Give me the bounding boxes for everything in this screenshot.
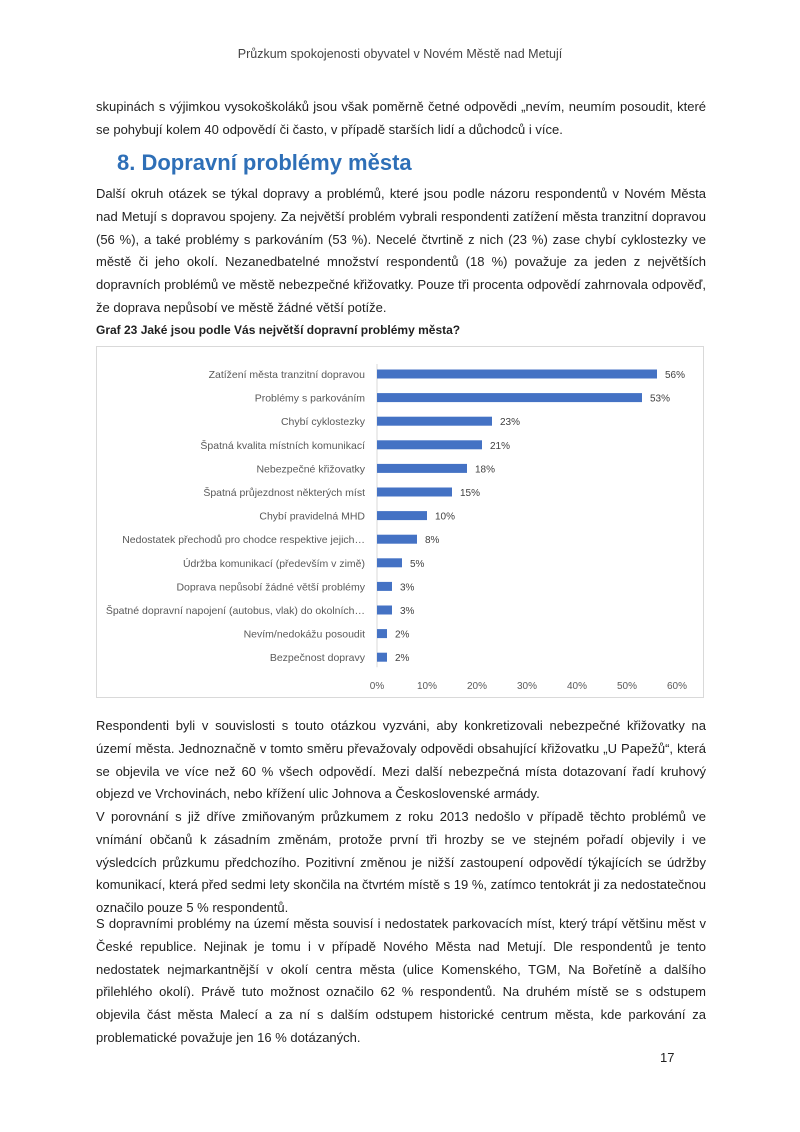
x-tick-label: 30%	[516, 681, 538, 692]
paragraph-transport: Další okruh otázek se týkal dopravy a problémů, které jsou podle názoru respondentů v Novém Města nad Metují s dopravou spojeny. Za největší problém vybrali respondenti zatížení města tranzitní dopravou (56 %), a také problémy s parkováním (53 %). Necelé čtvrtině z nich (23 %) zase chybí cyklostezky ve městě či jeho okolí. Nezanedbatelné množství respondentů (18 %) považuje za jeden z největších dopravních problémů ve městě nebezpečné křižovatky. Pouze tři procenta odpovědí zahrnovala odpověď, že doprava nepůsobí ve městě žádné větší potíže.	[96, 186, 706, 315]
bar	[377, 417, 492, 426]
bar	[377, 535, 417, 544]
figure-caption: Graf 23 Jaké jsou podle Vás největší dopravní problémy města?	[96, 323, 461, 337]
data-label: 8%	[425, 535, 440, 547]
data-label: 2%	[395, 653, 410, 665]
category-label: Nevím/nedokážu posoudit	[243, 628, 365, 641]
data-label: 3%	[400, 606, 415, 617]
x-tick-label: 10%	[416, 681, 438, 692]
data-label: 3%	[400, 582, 415, 594]
bar	[377, 393, 642, 402]
paragraph-crossroads: Respondenti byli v souvislosti s touto otázkou vyzváni, aby konkretizovali nebezpečné křižovatky na území města. Jednoznačně v tomto směru převažovaly odpovědi obsahující křižovatku „U Papežů“, která se objevila ve více než 60 % všech odpovědí. Mezi další nebezpečná místa dotazovaní řadí kruhový objezd ve Vrchovinách, nebo křížení ulic Johnova a Československé armády.	[96, 718, 706, 802]
bar	[377, 558, 402, 567]
paragraph-comparison: V porovnání s již dříve zmiňovaným průzkumem z roku 2013 nedošlo v případě těchto problémů ve vnímání občanů k zásadním změnám, protože první tři hrozby se ve stejném pořadí objevily i ve výsledcích průzkumu předchozího. Pozitivní změnou je nižší zastoupení odpovědí týkajících se údržby komunikací, která před sedmi lety skončila na čtvrtém místě s 19 %, zatímco tentokrát ji za nedostatečnou označilo pouze 5 % respondentů.	[96, 809, 706, 916]
x-tick-label: 60%	[666, 681, 688, 692]
category-label: Chybí cyklostezky	[280, 416, 365, 429]
bar-chart	[97, 347, 703, 697]
bar	[377, 511, 427, 520]
bar	[377, 606, 392, 615]
x-tick-label: 40%	[566, 681, 588, 692]
bar	[377, 464, 467, 473]
category-label: Chybí pravidelná MHD	[259, 510, 365, 523]
page-number: 17	[660, 1050, 675, 1065]
category-label: Bezpečnost dopravy	[269, 652, 365, 665]
bar	[377, 653, 387, 662]
section-heading: 8. Dopravní problémy města	[117, 150, 412, 175]
data-label: 10%	[435, 511, 456, 523]
data-label: 23%	[500, 417, 521, 429]
bar	[377, 488, 452, 497]
data-label: 5%	[410, 558, 425, 570]
category-label: Špatná kvalita místních komunikací	[200, 439, 365, 452]
data-label: 2%	[395, 629, 410, 641]
x-tick-label: 20%	[466, 681, 488, 692]
data-label: 56%	[665, 370, 686, 381]
x-tick-label: 50%	[616, 681, 638, 692]
bar	[377, 440, 482, 449]
category-label: Zatížení města tranzitní dopravou	[208, 369, 365, 381]
page-header: Průzkum spokojenosti obyvatel v Novém Městě nad Metují	[237, 47, 563, 61]
x-tick-label: 0%	[369, 681, 385, 692]
paragraph-intro: skupinách s výjimkou vysokoškoláků jsou však poměrně četné odpovědi „nevím, neumím posoudit, které se pohybují kolem 40 odpovědí či často, v případě starších lidí a důchodců i více.	[96, 99, 706, 137]
data-label: 15%	[460, 488, 481, 499]
bar	[377, 629, 387, 638]
category-label: Problémy s parkováním	[254, 392, 365, 405]
category-label: Nebezpečné křižovatky	[256, 463, 365, 476]
category-label: Doprava nepůsobí žádné větší problémy	[176, 581, 365, 594]
bar	[377, 582, 392, 591]
category-label: Špatná průjezdnost některých míst	[203, 487, 365, 499]
data-label: 18%	[475, 464, 496, 476]
category-label: Špatné dopravní napojení (autobus, vlak) do okolních…	[105, 605, 365, 617]
data-label: 21%	[490, 440, 511, 452]
bar	[377, 370, 657, 379]
category-label: Údržba komunikací (především v zimě)	[182, 557, 365, 570]
category-label: Nedostatek přechodů pro chodce respektive jejich…	[122, 534, 365, 547]
data-label: 53%	[650, 393, 671, 405]
paragraph-parking: S dopravními problémy na území města souvisí i nedostatek parkovacích míst, který trápí většinu měst v České republice. Nejinak je tomu i v případě Nového Města nad Metují. Dle respondentů je tento nedostatek nejmarkantnější v okolí centra města (ulice Komenského, TGM, Na Bořetíně a dalšího přilehlého okolí). Právě tuto možnost označilo 62 % respondentů. Na druhém místě se s odstupem objevila část města Malecí a za ní s dalším odstupem historické centrum města, kde parkování za problematické považuje jen 16 % dotázaných.	[96, 916, 706, 1045]
chart-container	[96, 346, 704, 698]
